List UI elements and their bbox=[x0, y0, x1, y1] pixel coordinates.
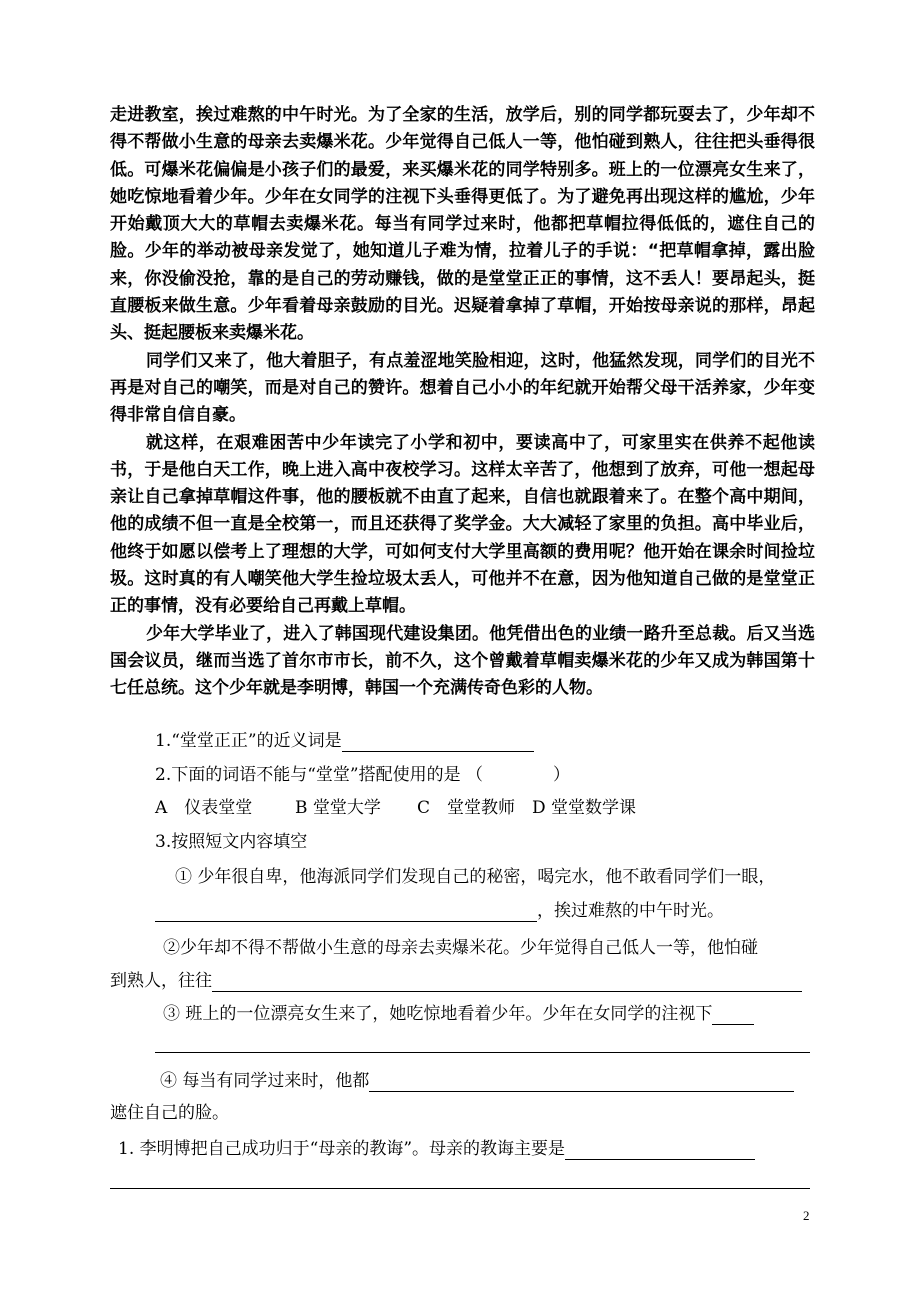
question-3-1-line-2 bbox=[155, 900, 724, 922]
question-3-1-tail: ，挨过难熬的中午时光。 bbox=[537, 901, 724, 921]
passage-paragraph-4: 少年大学毕业了，进入了韩国现代建设集团。他凭借出色的业绩一路升至总裁。后又当选国会议员，继而当选了首尔市市长，前不久，这个曾戴着草帽卖爆米花的少年又成为韩国第十七任总统。这个少年就是李明博，韩国一个充满传奇色彩的人物。 bbox=[110, 623, 815, 699]
question-3-3-blank-b[interactable] bbox=[155, 1052, 810, 1053]
question-3-3-line-1 bbox=[163, 1003, 754, 1025]
question-3-4-line-2: 遮住自己的脸。 bbox=[110, 1103, 229, 1123]
question-3-1-line-1: ① 少年很自卑，他海派同学们发现自己的秘密，喝完水，他不敢看同学们一眼， bbox=[175, 867, 776, 887]
question-3-1-blank[interactable] bbox=[155, 903, 537, 922]
question-1-text: 1.“堂堂正正”的近义词是 bbox=[155, 731, 342, 751]
question-4 bbox=[118, 1138, 755, 1160]
option-d: D 堂堂数学课 bbox=[532, 798, 637, 818]
question-2-text: 2.下面的词语不能与“堂堂”搭配使用的是 （ bbox=[155, 765, 484, 785]
question-3-3-blank-a[interactable] bbox=[712, 1006, 754, 1025]
option-b: B 堂堂大学 bbox=[295, 798, 381, 818]
reading-passage bbox=[110, 102, 815, 703]
question-4-blank[interactable] bbox=[565, 1141, 755, 1160]
option-c: C 堂堂教师 bbox=[417, 798, 516, 818]
question-3-3-text: ③ 班上的一位漂亮女生来了，她吃惊地看着少年。少年在女同学的注视下 bbox=[163, 1004, 713, 1024]
question-3-2-blank[interactable] bbox=[212, 973, 802, 992]
question-3: 3.按照短文内容填空 bbox=[155, 832, 308, 852]
question-4-answer-line[interactable] bbox=[110, 1188, 810, 1189]
question-1-blank[interactable] bbox=[342, 733, 534, 752]
page-number: 2 bbox=[803, 1208, 810, 1223]
question-4-text: 1. 李明博把自己成功归于“母亲的教诲”。母亲的教诲主要是 bbox=[118, 1139, 566, 1159]
question-1 bbox=[155, 730, 534, 752]
question-2 bbox=[155, 764, 570, 786]
option-a: A 仪表堂堂 bbox=[155, 798, 253, 818]
passage-paragraph-3: 就这样，在艰难困苦中少年读完了小学和初中，要读高中了，可家里实在供养不起他读书，于是他白天工作，晚上进入高中夜校学习。这样太辛苦了，他想到了放弃，可他一想起母亲让自己拿掉草帽这件事，他的腰板就不由直了起来，自信也就跟着来了。在整个高中期间，他的成绩不但一直是全校第一，而且还获得了奖学金。大大减轻了家里的负担。高中毕业后，他终于如愿以偿考上了理想的大学，可如何支付大学里高额的费用呢？他开始在课余时间捡垃圾。这时真的有人嘲笑他大学生捡垃圾太丢人，可他并不在意，因为他知道自己做的是堂堂正正的事情，没有必要给自己再戴上草帽。 bbox=[110, 432, 815, 617]
question-2-close-paren: ） bbox=[553, 765, 571, 785]
question-3-2-text: 到熟人，往往 bbox=[110, 971, 212, 991]
question-2-options bbox=[155, 797, 636, 819]
question-3-4-blank[interactable] bbox=[369, 1073, 794, 1092]
question-3-4-line-1 bbox=[160, 1070, 794, 1092]
question-3-2-line-1: ②少年却不得不帮做小生意的母亲去卖爆米花。少年觉得自己低人一等，他怕碰 bbox=[163, 938, 758, 958]
passage-paragraph-2: 同学们又来了，他大着胆子，有点羞涩地笑脸相迎，这时，他猛然发现，同学们的目光不再是对自己的嘲笑，而是对自己的赞许。想着自己小小的年纪就开始帮父母干活养家，少年变得非常自信自豪。 bbox=[110, 350, 815, 426]
passage-paragraph-1: 走进教室，挨过难熬的中午时光。为了全家的生活，放学后，别的同学都玩耍去了，少年却不得不帮做小生意的母亲去卖爆米花。少年觉得自己低人一等，他怕碰到熟人，往往把头垂得很低。可爆米花偏偏是小孩子们的最爱，来买爆米花的同学特别多。班上的一位漂亮女生来了，她吃惊地看着少年。少年在女同学的注视下头垂得更低了。为了避免再出现这样的尴尬，少年开始戴顶大大的草帽去卖爆米花。每当有同学过来时，他都把草帽拉得低低的，遮住自己的脸。少年的举动被母亲发觉了，她知道儿子难为情，拉着儿子的手说：“把草帽拿掉，露出脸来，你没偷没抢，靠的是自己的劳动赚钱，做的是堂堂正正的事情，这不丢人！要昂起头，挺直腰板来做生意。少年看着母亲鼓励的目光。迟疑着拿掉了草帽，开始按母亲说的那样，昂起头、挺起腰板来卖爆米花。 bbox=[110, 105, 815, 344]
question-3-2-line-2 bbox=[110, 970, 802, 992]
question-3-4-text: ④ 每当有同学过来时，他都 bbox=[160, 1071, 370, 1091]
